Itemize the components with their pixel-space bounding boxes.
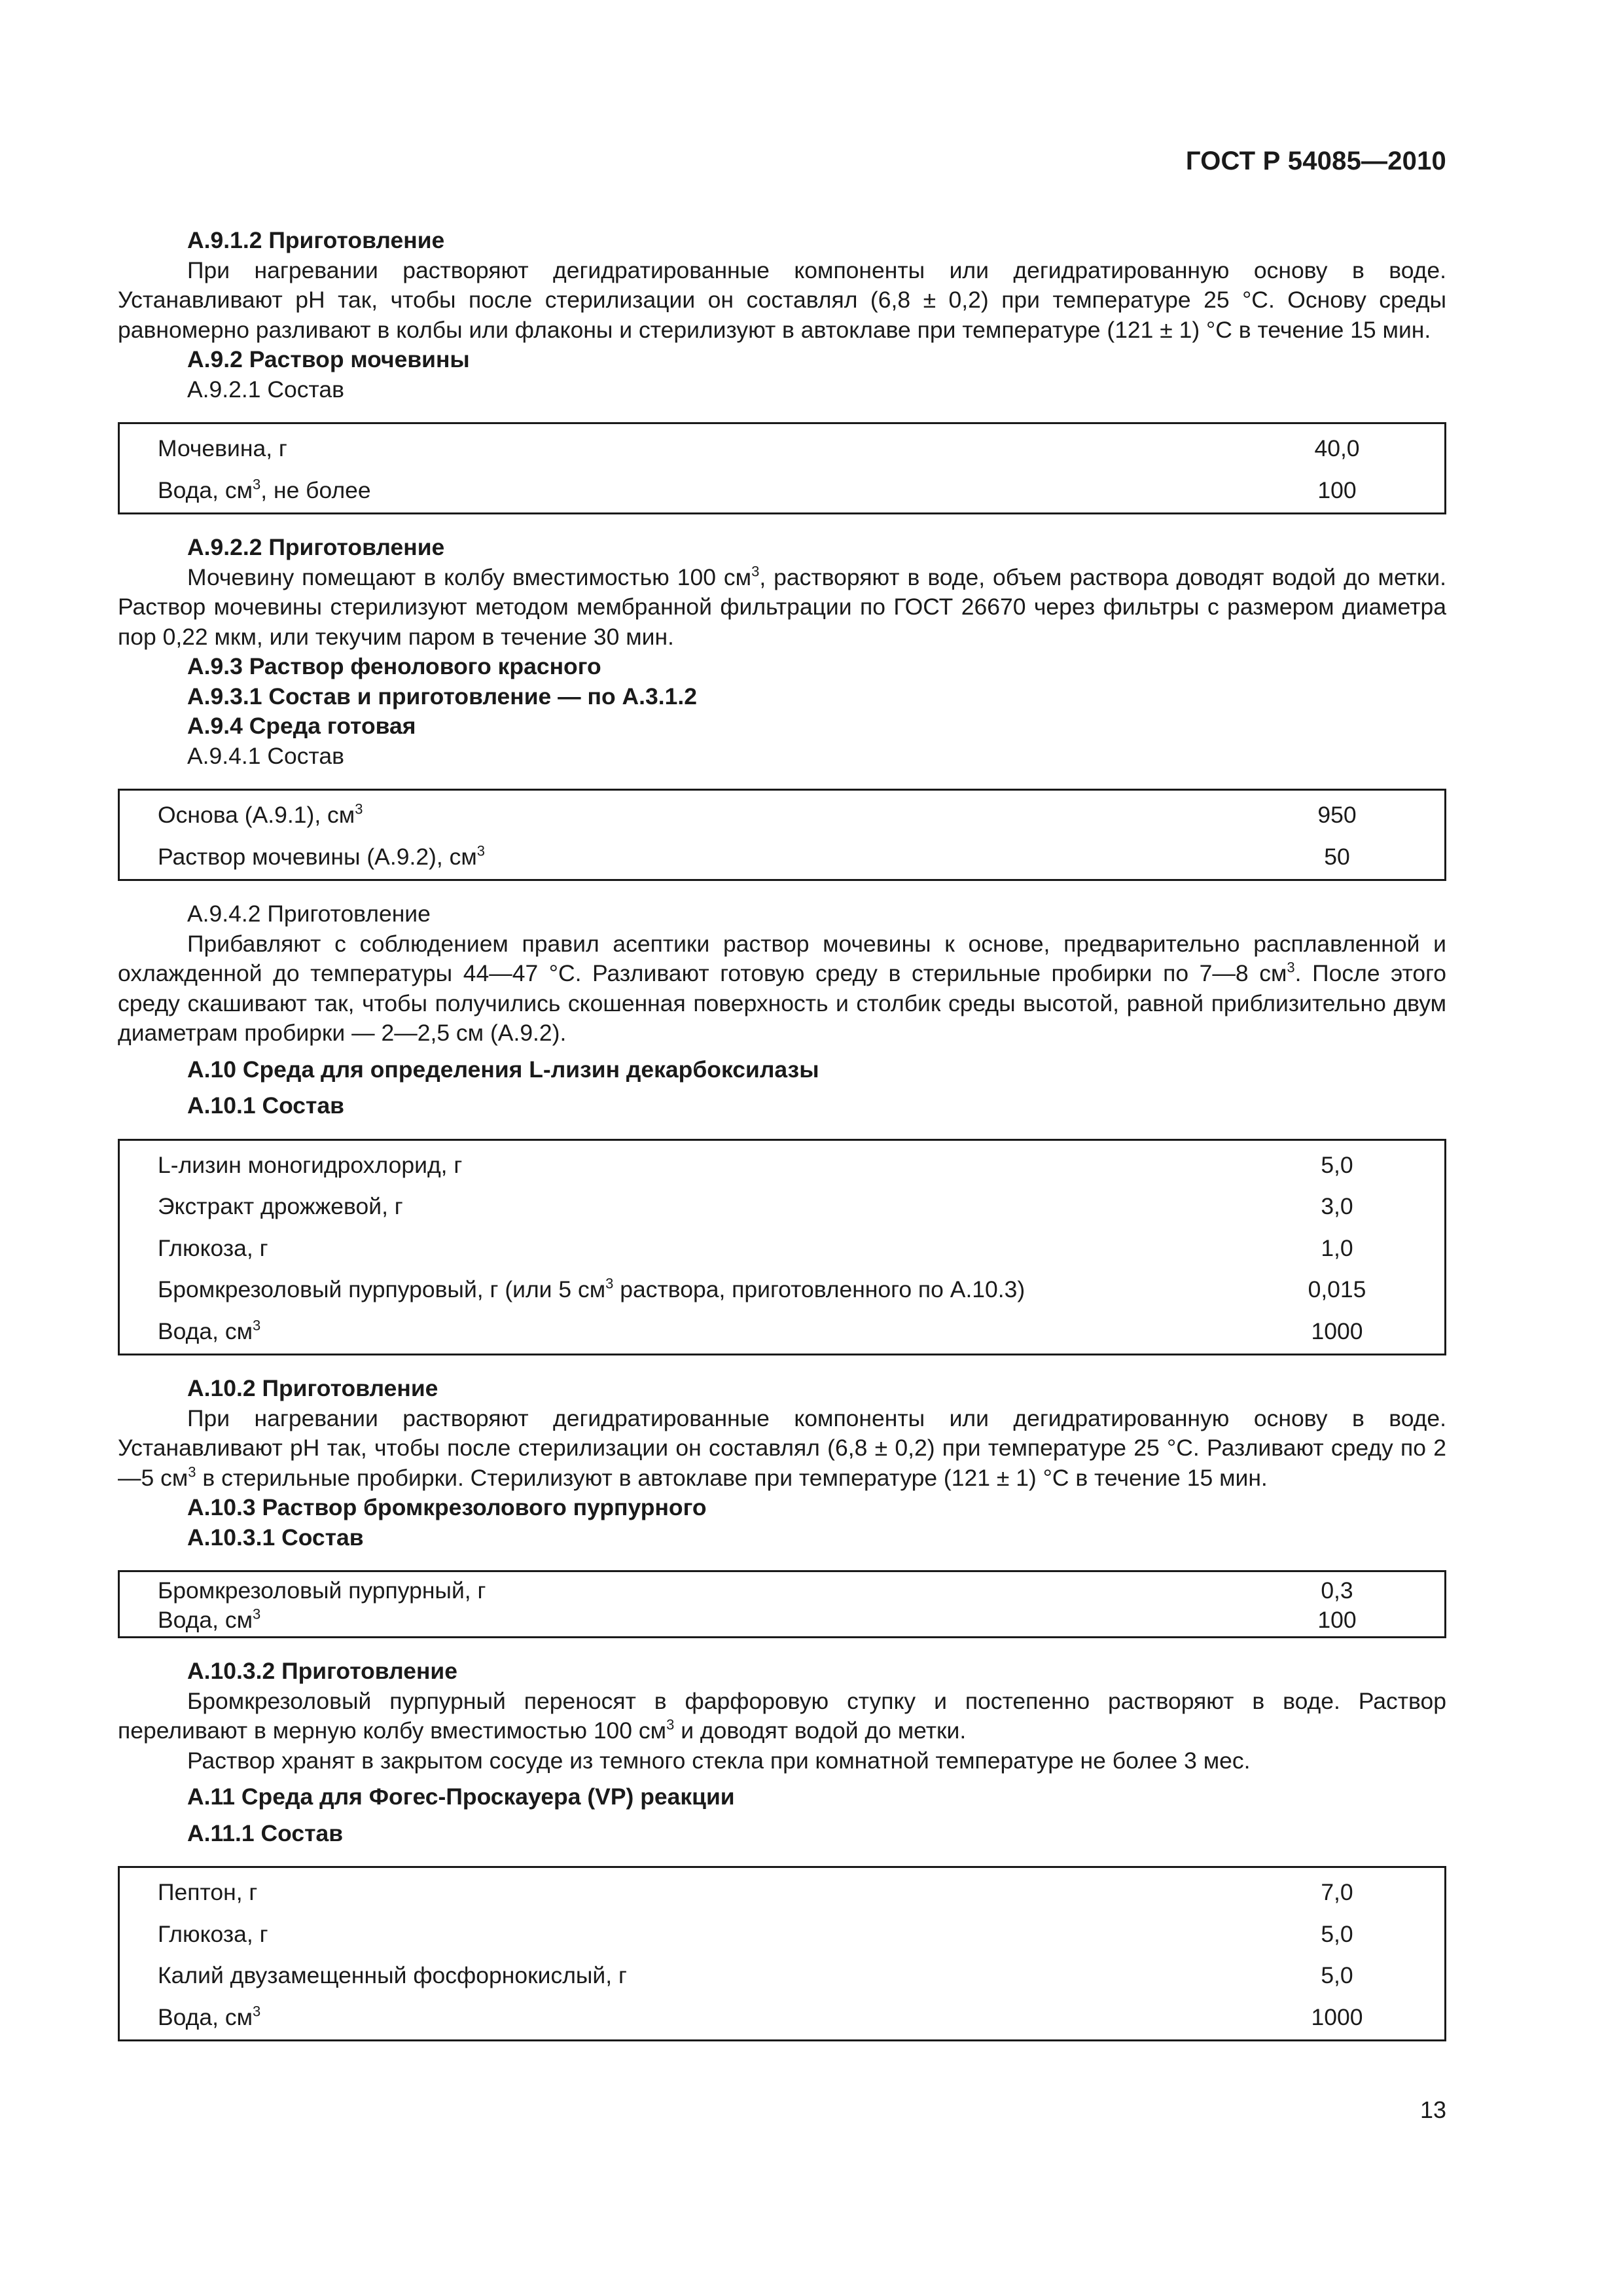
section-title-a93: А.9.3 Раствор фенолового красного [187,653,601,679]
composition-table-ready-medium [118,789,1446,881]
paragraph-a1032: Бромкрезоловый пурпурный переносят в фарфоровую ступку и постепенно растворяют в воде. Раствор переливают в мерную колбу вместимостью 100 $см^3$ и доводят водой до метки. [118,1687,1446,1744]
row-value: 40,0 [1314,435,1360,461]
row-value: 5,0 [1321,1151,1353,1178]
row-label: Экстракт дрожжевой, г [158,1193,403,1219]
row-label: Вода, $см^3$ [158,1316,261,1344]
section-title-a10: А.10 Среда для определения L-лизин декарбоксилазы [187,1056,819,1083]
table-row [120,1914,1444,1956]
row-label: Калий двузамещенный фосфорнокислый, г [158,1962,627,1988]
table-row [120,795,1444,836]
section-title-a101: А.10.1 Состав [187,1092,345,1119]
paragraph-a942: Прибавляют с соблюдением правил асептики раствор мочевины к основе, предварительно расплавленной и охлажденной до температуры 44—47 °С. Разливают готовую среду в стерильные пробирки по 7—8 $см^3$. После этого среду скашивают так, чтобы получились скошенная поверхность и столбик среды высотой, равной приблизительно двум диаметрам пробирки — 2—2,5 см (А.9.2). [118,930,1446,1046]
page-number: 13 [1419,2096,1446,2123]
subsection-a941: А.9.4.1 Состав [187,742,344,769]
subsection-a921: А.9.2.1 Состав [187,376,344,403]
row-label: Бромкрезоловый пурпуровый, г (или 5 $см^3$ раствора, приготовленного по А.10.3) [158,1275,1026,1302]
section-title-a92: А.9.2 Раствор мочевины [187,346,470,372]
document-code-header: ГОСТ Р 54085—2010 [1185,147,1446,175]
table-row [120,1228,1444,1270]
section-title-a102: А.10.2 Приготовление [187,1375,438,1401]
row-value: 950 [1317,802,1357,828]
row-value: 0,3 [1321,1577,1353,1604]
table-row [120,470,1444,512]
table-row [120,1269,1444,1311]
row-label: Мочевина, г [158,435,287,461]
section-title-a11: А.11 Среда для Фогес-Проскауера (VP) реакции [187,1784,735,1810]
row-value: 5,0 [1321,1920,1353,1947]
table-row [120,1955,1444,1997]
section-title-a922: А.9.2.2 Приготовление [187,534,445,560]
table-row [120,1576,1444,1605]
table-row [120,1311,1444,1353]
section-title-a931: А.9.3.1 Состав и приготовление — по А.3.1.2 [187,683,697,709]
row-value: 1,0 [1321,1234,1353,1261]
row-value: 100 [1317,1606,1357,1633]
row-value: 50 [1324,843,1350,870]
subsection-a942: А.9.4.2 Приготовление [187,901,431,927]
document-body [118,226,1446,2060]
row-label: Глюкоза, г [158,1920,268,1947]
section-title-a94: А.9.4 Среда готовая [187,713,416,739]
paragraph-a922: Мочевину помещают в колбу вместимостью 100 $см^3$, растворяют в воде, объем раствора доводят водой до метки. Раствор мочевины стерилизуют методом мембранной фильтрации по ГОСТ 26670 через фильтры с размером диаметра пор 0,22 мкм, или текучим паром в течение 30 мин. [118,562,1446,650]
row-label: Основа (А.9.1), $см^3$ [158,800,363,828]
section-title-a1032: А.10.3.2 Приготовление [187,1658,457,1684]
row-label: Пептон, г [158,1879,258,1905]
table-row [120,1145,1444,1187]
composition-table-urea [118,422,1446,514]
section-title-a111: А.11.1 Состав [187,1820,344,1846]
row-label: Вода, $см^3$ [158,1605,261,1633]
row-label: Глюкоза, г [158,1234,268,1261]
table-row [120,1605,1444,1635]
table-row [120,1997,1444,2039]
row-label: Вода, $см^3$ [158,2002,261,2030]
row-label: Раствор мочевины (А.9.2), $см^3$ [158,842,486,870]
row-label: L-лизин моногидрохлорид, г [158,1151,463,1178]
table-row [120,836,1444,878]
section-title-a1031: А.10.3.1 Состав [187,1524,364,1551]
row-label: Вода, $см^3$, не более [158,475,371,503]
table-row [120,428,1444,470]
paragraph-a1032-storage: Раствор хранят в закрытом сосуде из темного стекла при комнатной температуре не более 3 мес. [187,1747,1251,1774]
row-value: 0,015 [1308,1276,1366,1302]
section-title-a912: А.9.1.2 Приготовление [187,227,445,253]
composition-table-vp [118,1866,1446,2041]
composition-table-bromcresol [118,1570,1446,1638]
row-value: 5,0 [1321,1962,1353,1988]
paragraph-a102: При нагревании растворяют дегидратированные компоненты или дегидратированную основу в воде. Устанавливают рН так, чтобы после стерилизации он составлял (6,8 ± 0,2) при температуре 25 °С. Разливают среду по 2—5 $см^3$ в стерильные пробирки. Стерилизуют в автоклаве при температуре (121 ± 1) °С в течение 15 мин. [118,1405,1446,1491]
table-row [120,1186,1444,1228]
row-value: 7,0 [1321,1879,1353,1905]
row-value: 3,0 [1321,1193,1353,1219]
row-value: 1000 [1311,2003,1363,2030]
row-label: Бромкрезоловый пурпурный, г [158,1577,486,1604]
section-title-a103: А.10.3 Раствор бромкрезолового пурпурного [187,1494,707,1520]
row-value: 1000 [1311,1318,1363,1344]
composition-table-lysine [118,1139,1446,1356]
paragraph-a912: При нагревании растворяют дегидратированные компоненты или дегидратированную основу в воде. Устанавливают рН так, чтобы после стерилизации он составлял (6,8 ± 0,2) при температуре 25 °С. Основу среды равномерно разливают в колбы или флаконы и стерилизуют в автоклаве при температуре (121 ± 1) °С в течение 15 мин. [118,257,1446,343]
table-row [120,1872,1444,1914]
row-value: 100 [1317,476,1357,503]
